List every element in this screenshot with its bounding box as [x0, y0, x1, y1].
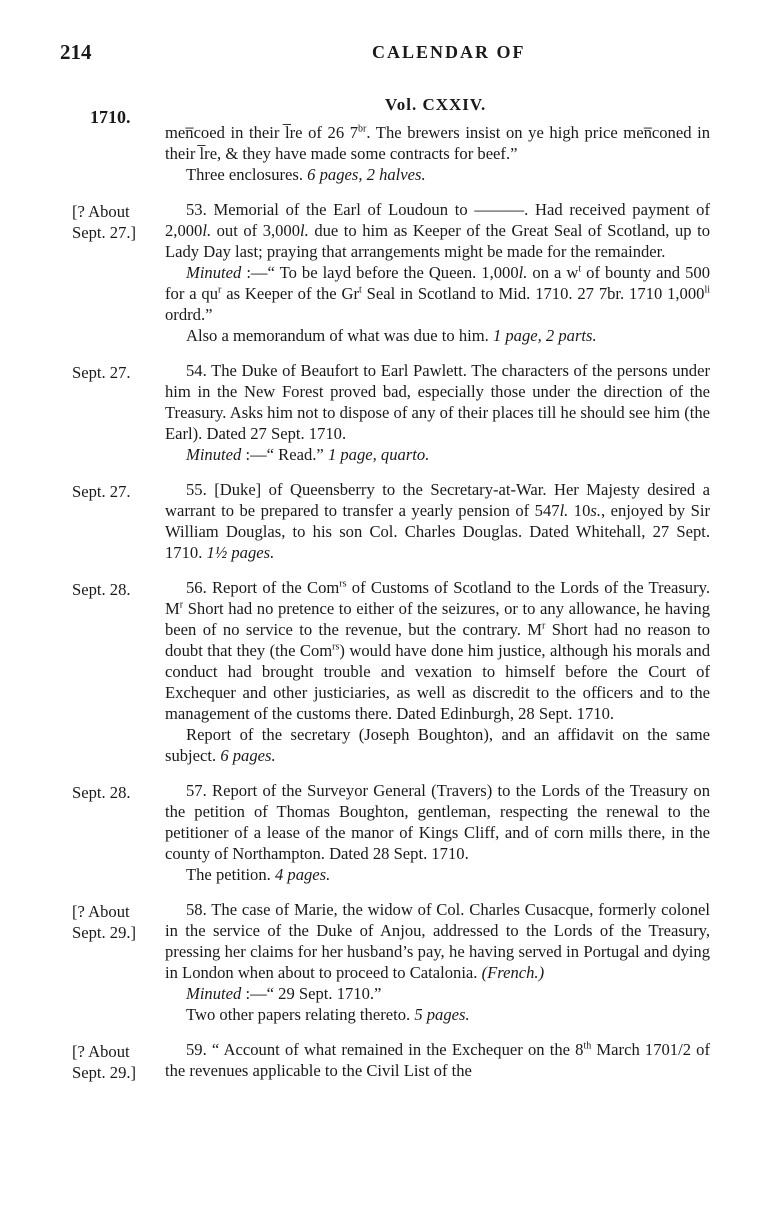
margin-date: Sept. 28. [72, 580, 131, 599]
entry-text: 53. Memorial of the Earl of Loudoun to ———. Had received payment of 2,000l. out of 3,000l. due to him as Keeper of the Great Seal of Scotland, up to Lady Day last; praying that arrangements might be made for the remainder. Minuted :—“ To be layd before the Queen. 1,000l. on a $w^t$ of bounty and 500 for a $qu^r$ as Keeper of the Gr$^t$ Seal in Scotland to Mid. 1710. 27 7br. 1710 $1,000^{li}$ ordrd.” Also a memorandum of what was due to him. 1 page, 2 parts. [165, 200, 710, 345]
margin-date: Sept. 27. [72, 482, 131, 501]
entry-57 [0, 780, 770, 885]
entry-56 [0, 577, 770, 766]
entry-text: 56. Report of the Com$^{rs}$ of Customs of Scotland to the Lords of the Treasury. $M^r$ Short had no pretence to either of the seizures, or to any allowance, he having been of no service to the revenue, but the contrary. $M^r$ Short had no reason to doubt that they (the Com$^{rs}$) would have done him justice, although his morals and conduct had brought trouble and vexation to himself before the Court of Exchequer and other justiciaries, as well as discredit to the officers and to the management of the customs there. Dated Edinburgh, 28 Sept. 1710. Report of the secretary (Joseph Boughton), and an affidavit on the same subject. 6 pages. [165, 578, 710, 765]
entry-text: 57. Report of the Surveyor General (Travers) to the Lords of the Treasury on the petition of Thomas Boughton, gentleman, respecting the renewal to the petitioner of a lease of the manor of Kings Cliff, and of corn mills there, in the county of Northampton. Dated 28 Sept. 1710. The petition. 4 pages. [165, 781, 710, 884]
page-number: 214 [60, 40, 92, 64]
page-header [0, 40, 770, 70]
margin-date: [? About Sept. 29.] [72, 1042, 137, 1082]
entry-55 [0, 479, 770, 563]
entry-text: 54. The Duke of Beaufort to Earl Pawlett. The characters of the persons under him in the New Forest proved bad, especially those under the direction of the Treasury. Asks him not to dispose of any of their places till he should see him (the Earl). Dated 27 Sept. 1710. Minuted :—“ Read.” 1 page, quarto. [165, 361, 710, 464]
entry-53 [0, 199, 770, 346]
volume-heading: Vol. CXXIV. [385, 95, 487, 114]
entry-text: 59. “ Account of what remained in the Exchequer on the 8th March 1701/2 of the revenues applicable to the Civil List of the [165, 1040, 711, 1080]
margin-date: [? About Sept. 27.] [72, 202, 137, 242]
entry-54 [0, 360, 770, 465]
margin-date: Sept. 28. [72, 783, 131, 802]
entry-text: men̅coed in their l̅re of 26 $7^{br}$. The brewers insist on ye high price men̅coned in their l̅re, & they have made some contracts for beef.” Three enclosures. 6 pages, 2 halves. [165, 123, 710, 184]
margin-date: [? About Sept. 29.] [72, 902, 137, 942]
page-body [0, 122, 770, 1081]
entry-59 [0, 1039, 770, 1081]
year-margin: 1710. [90, 107, 131, 127]
entry-text: 58. The case of Marie, the widow of Col. Charles Cusacque, formerly colonel in the service of the Duke of Anjou, addressed to the Lords of the Treasury, pressing her claims for her husband’s pay, he having served in Portugal and dying in London when about to proceed to Catalonia. (French.) Minuted :—“ 29 Sept. 1710.” Two other papers relating thereto. 5 pages. [165, 900, 710, 1024]
running-title: CALENDAR OF [372, 42, 526, 62]
entry-text: 55. [Duke] of Queensberry to the Secretary-at-War. Her Majesty desired a warrant to be prepared to transfer a yearly pension of 547l. 10s., enjoyed by Sir William Douglas, to his son Col. Charles Douglas. Dated Whitehall, 27 Sept. 1710. 1½ pages. [165, 480, 710, 562]
entry-58 [0, 899, 770, 1025]
margin-date: Sept. 27. [72, 363, 131, 382]
carryover-entry [0, 122, 770, 185]
